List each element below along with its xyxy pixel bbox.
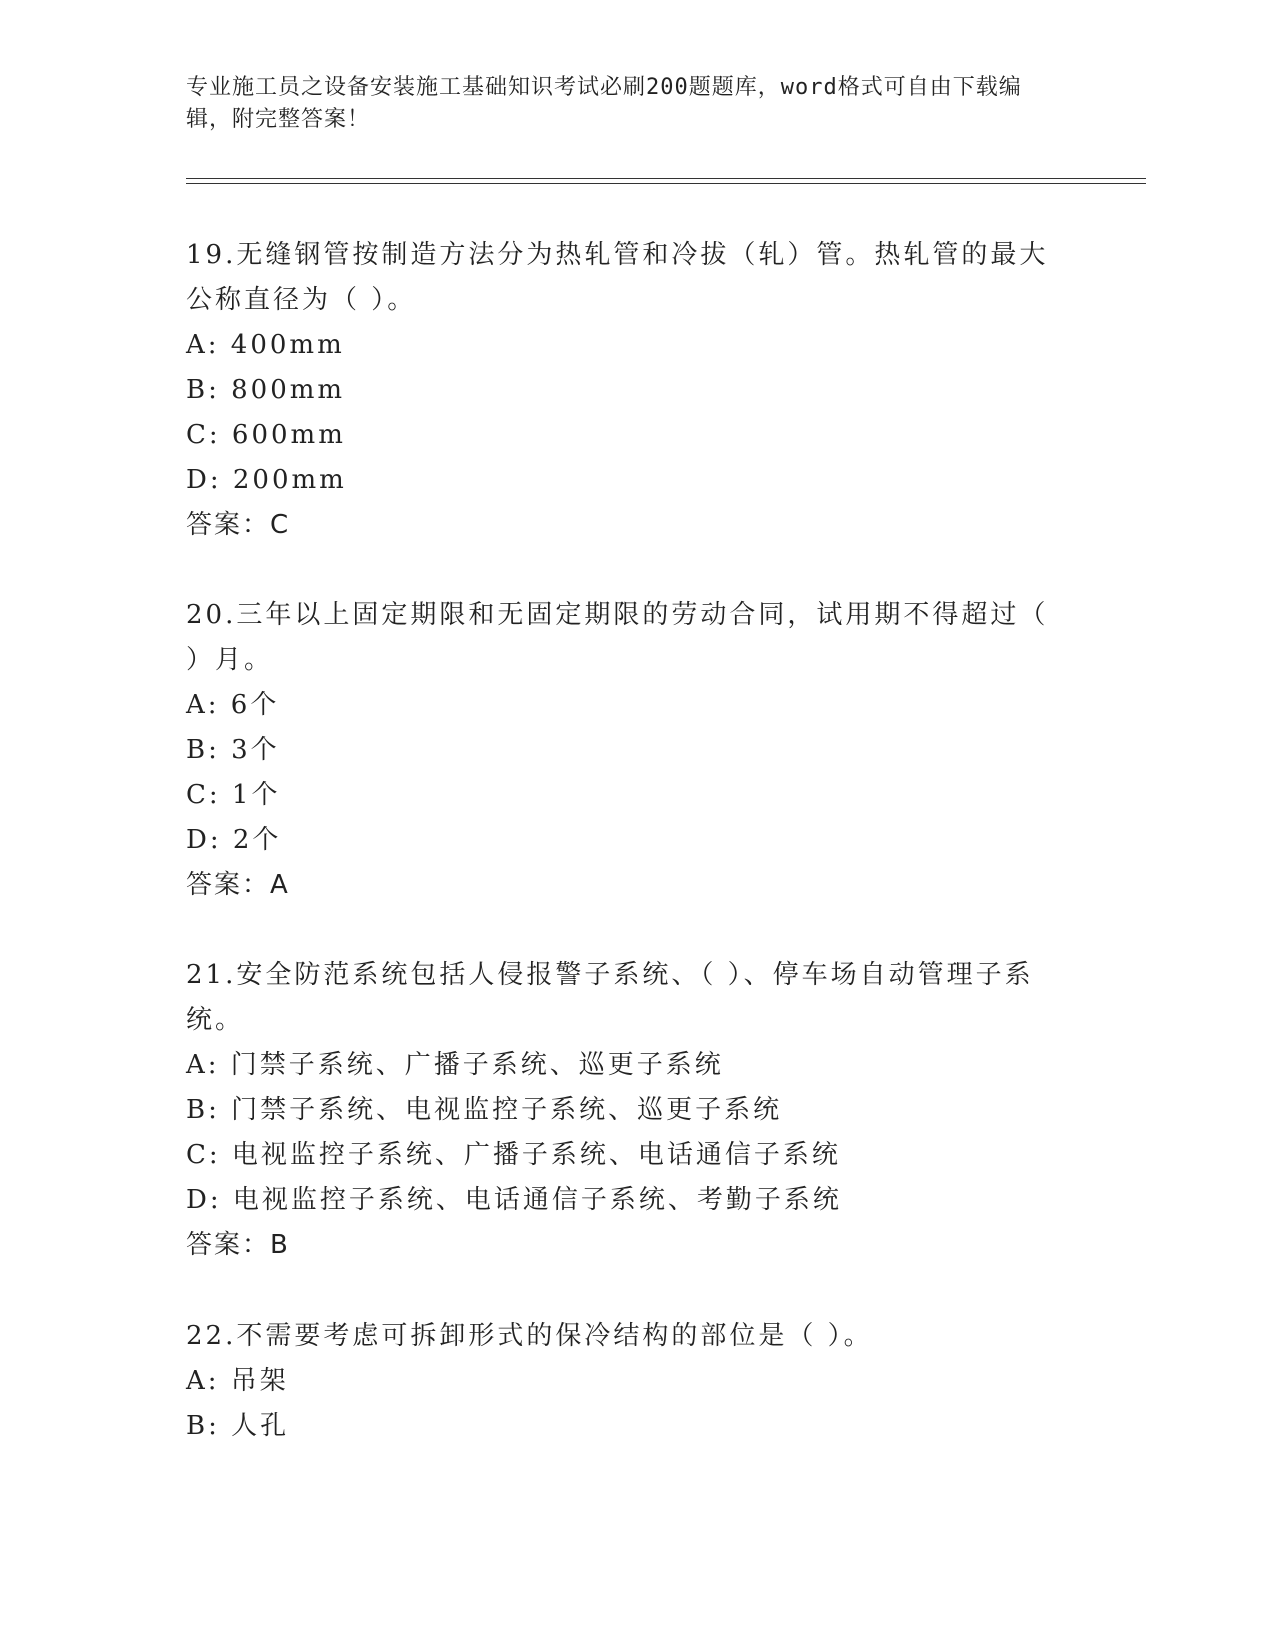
answer-label: 答案：A bbox=[186, 870, 290, 900]
option-c: C: 600mm bbox=[186, 420, 346, 450]
option-a: A: 吊架 bbox=[186, 1366, 289, 1396]
option-b: B: 门禁子系统、电视监控子系统、巡更子系统 bbox=[186, 1095, 783, 1125]
document-header: 专业施工员之设备安装施工基础知识考试必刷200题题库，word格式可自由下载编辑，附完整答案！ bbox=[186, 75, 1022, 132]
option-d: D: 电视监控子系统、电话通信子系统、考勤子系统 bbox=[186, 1185, 842, 1215]
option-d: D: 200mm bbox=[186, 465, 347, 495]
question-stem: 22.不需要考虑可拆卸形式的保冷结构的部位是（ ）。 bbox=[186, 1321, 873, 1351]
question-stem: 21.安全防范系统包括人侵报警子系统、（ ）、停车场自动管理子系统。 bbox=[186, 960, 1034, 1035]
option-a: A: 400mm bbox=[186, 330, 345, 360]
question-stem: 20.三年以上固定期限和无固定期限的劳动合同，试用期不得超过（ ）月。 bbox=[186, 600, 1049, 675]
option-c: C: 1个 bbox=[186, 780, 281, 810]
question-21 bbox=[186, 953, 1066, 1268]
option-a: A: 门禁子系统、广播子系统、巡更子系统 bbox=[186, 1050, 724, 1080]
option-c: C: 电视监控子系统、广播子系统、电话通信子系统 bbox=[186, 1140, 841, 1170]
answer-label: 答案：C bbox=[186, 510, 291, 540]
answer-label: 答案：B bbox=[186, 1230, 290, 1260]
question-22 bbox=[186, 1314, 1066, 1449]
option-b: B: 800mm bbox=[186, 375, 346, 405]
header-divider-bottom bbox=[186, 183, 1146, 184]
option-b: B: 3个 bbox=[186, 735, 280, 765]
option-a: A: 6个 bbox=[186, 690, 280, 720]
question-stem: 19.无缝钢管按制造方法分为热轧管和冷拔（轧）管。热轧管的最大公称直径为（ ）。 bbox=[186, 240, 1049, 315]
header-divider-top bbox=[186, 178, 1146, 179]
question-19 bbox=[186, 233, 1066, 548]
option-d: D: 2个 bbox=[186, 825, 282, 855]
option-b: B: 人孔 bbox=[186, 1411, 290, 1441]
question-20 bbox=[186, 593, 1066, 908]
